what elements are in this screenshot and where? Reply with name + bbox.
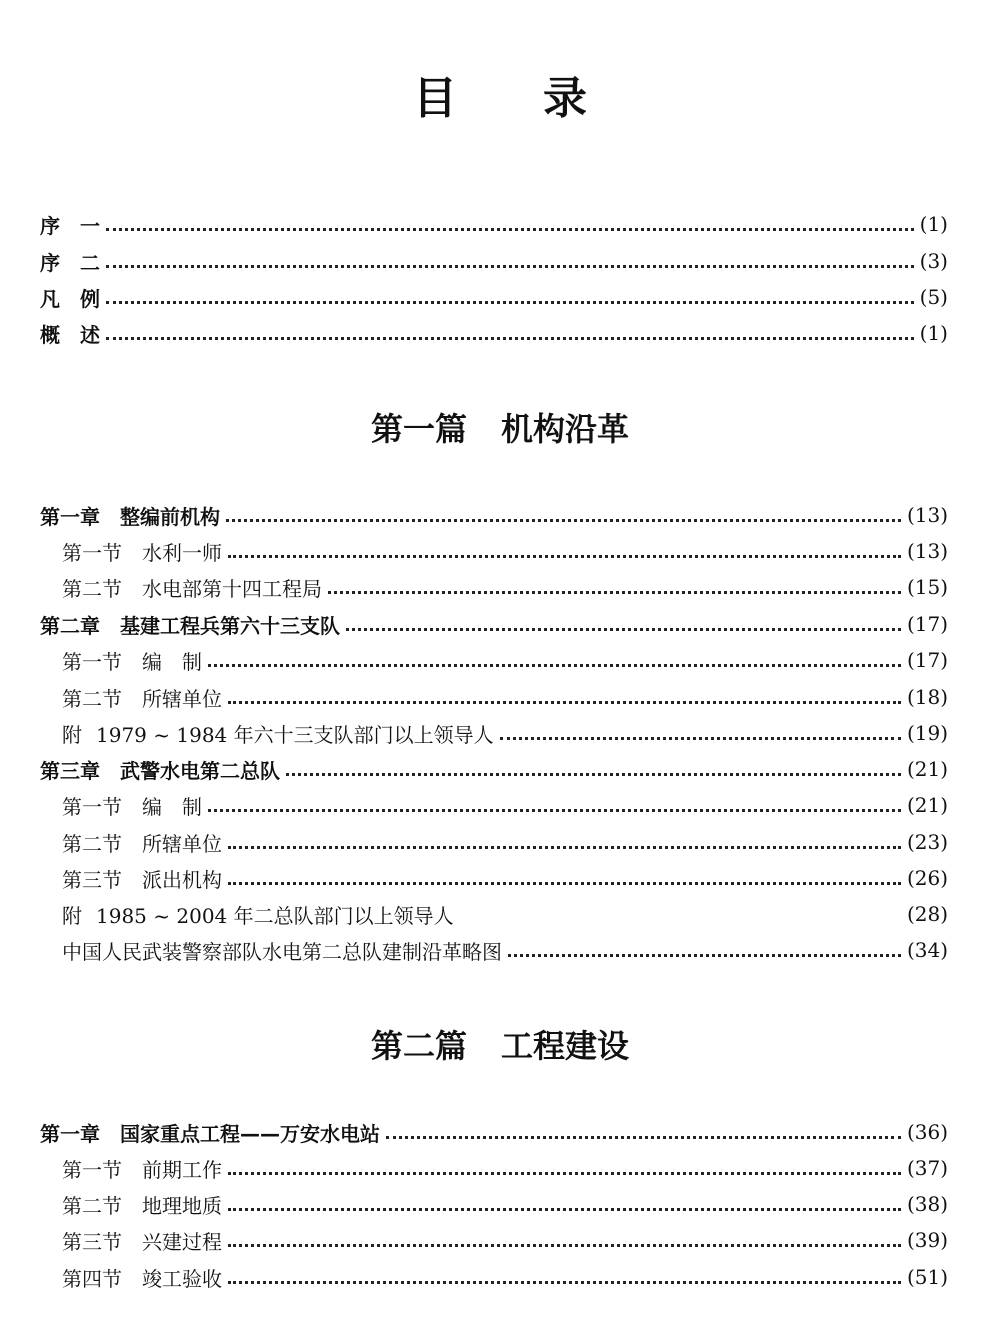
toc-section[interactable] xyxy=(62,790,948,820)
toc-entry-page: (3) xyxy=(919,249,948,273)
toc-entry-label: 序 二 xyxy=(40,250,100,275)
toc-entry-page: (13) xyxy=(906,503,948,527)
toc-entry-page: (34) xyxy=(906,938,948,962)
toc-entry-guide[interactable] xyxy=(40,282,948,312)
toc-entry-label: 序 一 xyxy=(40,213,100,238)
toc-entry-label: 第二节 所辖单位 xyxy=(62,686,222,711)
toc-entry-page: (15) xyxy=(906,575,948,599)
part-1-name: 机构沿革 xyxy=(501,410,630,448)
toc-entry-label: 第三章 武警水电第二总队 xyxy=(40,758,280,783)
toc-entry-page: (36) xyxy=(906,1120,948,1144)
toc-figure[interactable] xyxy=(62,935,948,965)
toc-entry-label: 第三节 兴建过程 xyxy=(62,1229,222,1254)
toc-entry-page: (13) xyxy=(906,539,948,563)
toc-entry-page: (39) xyxy=(906,1228,948,1252)
toc-section[interactable] xyxy=(62,827,948,857)
leader-dots xyxy=(228,1170,901,1175)
toc-entry-page: (1) xyxy=(919,212,948,236)
toc-entry-page: (26) xyxy=(906,866,948,890)
toc-entry-preface-2[interactable] xyxy=(40,246,948,276)
toc-entry-label: 第二节 所辖单位 xyxy=(62,831,222,856)
toc-entry-page: (21) xyxy=(906,793,948,817)
toc-section[interactable] xyxy=(62,1262,948,1292)
toc-entry-label: 中国人民武装警察部队水电第二总队建制沿革略图 xyxy=(62,939,502,964)
leader-dots xyxy=(228,1206,901,1211)
leader-dots xyxy=(328,589,901,594)
toc-entry-page: (51) xyxy=(906,1265,948,1289)
toc-section[interactable] xyxy=(62,536,948,566)
toc-entry-page: (28) xyxy=(906,902,948,926)
leader-dots xyxy=(228,1242,901,1247)
part-2-heading xyxy=(0,1021,1000,1067)
toc-entry-page: (1) xyxy=(919,321,948,345)
leader-dots xyxy=(228,699,901,704)
toc-entry-label: 第一节 水利一师 xyxy=(62,540,222,565)
toc-chapter[interactable] xyxy=(40,754,948,784)
toc-entry-page: (5) xyxy=(919,285,948,309)
toc-section[interactable] xyxy=(62,572,948,602)
leader-dots xyxy=(228,880,901,885)
leader-dots xyxy=(208,662,901,667)
toc-entry-page: (38) xyxy=(906,1192,948,1216)
toc-chapter[interactable] xyxy=(40,500,948,530)
page-title xyxy=(0,62,1000,126)
toc-chapter[interactable] xyxy=(40,1117,948,1147)
leader-dots xyxy=(226,517,901,522)
toc-entry-label: 附 1985 ~ 2004 年二总队部门以上领导人 xyxy=(62,903,454,928)
title-char-2: 录 xyxy=(543,73,587,124)
leader-dots xyxy=(228,844,901,849)
toc-entry-label: 第一章 国家重点工程——万安水电站 xyxy=(40,1121,380,1146)
toc-section[interactable] xyxy=(62,863,948,893)
toc-chapter[interactable] xyxy=(40,609,948,639)
leader-dots xyxy=(208,807,901,812)
leader-dots xyxy=(286,771,901,776)
toc-entry-label: 凡 例 xyxy=(40,286,100,311)
toc-entry-page: (23) xyxy=(906,830,948,854)
leader-dots xyxy=(228,1279,901,1284)
toc-entry-label: 概 述 xyxy=(40,322,100,347)
leader-dots xyxy=(106,263,914,268)
toc-entry-page: (18) xyxy=(906,685,948,709)
leader-dots xyxy=(106,299,914,304)
toc-entry-label: 第一节 编 制 xyxy=(62,794,202,819)
toc-entry-label: 附 1979 ~ 1984 年六十三支队部门以上领导人 xyxy=(62,722,494,747)
title-char-1: 目 xyxy=(413,73,457,124)
leader-dots xyxy=(508,952,901,957)
toc-section[interactable] xyxy=(62,1153,948,1183)
leader-dots xyxy=(106,226,914,231)
toc-entry-label: 第二节 地理地质 xyxy=(62,1193,222,1218)
toc-entry-label: 第二节 水电部第十四工程局 xyxy=(62,576,322,601)
toc-entry-page: (17) xyxy=(906,648,948,672)
leader-dots xyxy=(346,626,901,631)
toc-entry-label: 第四节 竣工验收 xyxy=(62,1266,222,1291)
toc-section[interactable] xyxy=(62,682,948,712)
toc-entry-label: 第一节 前期工作 xyxy=(62,1157,222,1182)
toc-entry-page: (19) xyxy=(906,721,948,745)
toc-entry-preface-1[interactable] xyxy=(40,209,948,239)
toc-entry-page: (21) xyxy=(906,757,948,781)
toc-section[interactable] xyxy=(62,1189,948,1219)
leader-dots xyxy=(386,1134,901,1139)
toc-entry-label: 第二章 基建工程兵第六十三支队 xyxy=(40,613,340,638)
part-1-number: 第一篇 xyxy=(370,410,467,448)
toc-entry-label: 第一节 编 制 xyxy=(62,649,202,674)
part-2-name: 工程建设 xyxy=(501,1027,630,1065)
toc-appendix[interactable] xyxy=(62,718,948,748)
part-1-heading xyxy=(0,404,1000,450)
toc-entry-overview[interactable] xyxy=(40,318,948,348)
toc-entry-page: (37) xyxy=(906,1156,948,1180)
toc-entry-page: (17) xyxy=(906,612,948,636)
toc-section[interactable] xyxy=(62,645,948,675)
toc-section[interactable] xyxy=(62,1225,948,1255)
leader-dots xyxy=(106,335,914,340)
toc-entry-label: 第一章 整编前机构 xyxy=(40,504,220,529)
part-2-number: 第二篇 xyxy=(370,1027,467,1065)
toc-entry-label: 第三节 派出机构 xyxy=(62,867,222,892)
toc-appendix[interactable] xyxy=(62,899,948,929)
leader-dots xyxy=(228,553,901,558)
leader-dots xyxy=(500,735,901,740)
